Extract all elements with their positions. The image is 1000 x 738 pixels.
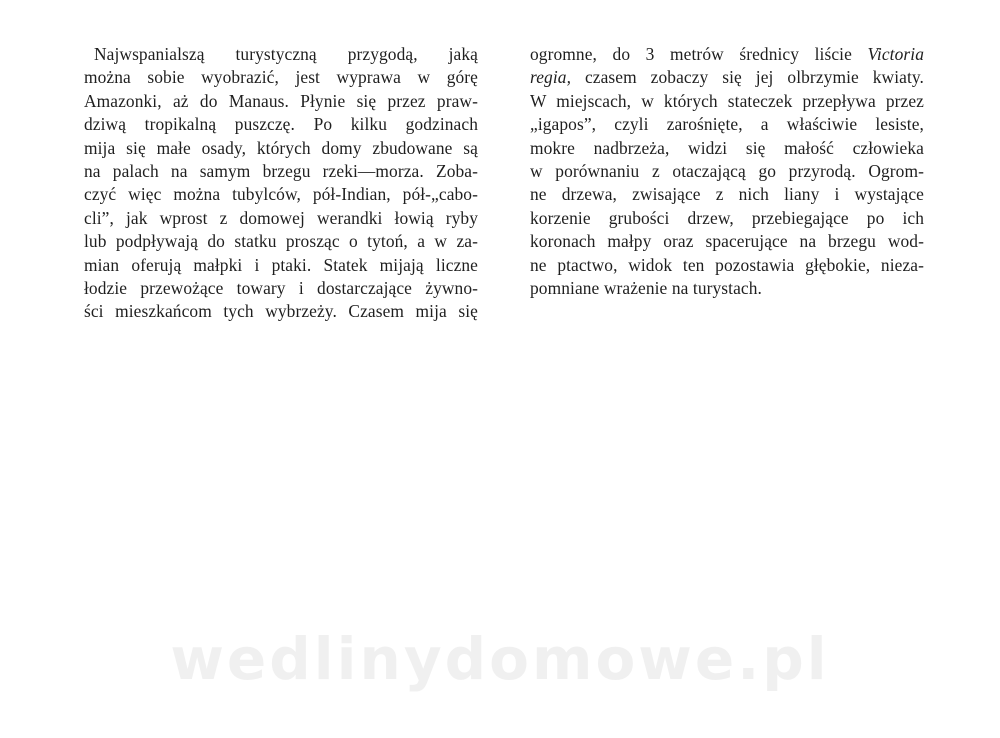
text-line <box>530 66 924 89</box>
text-line: mian oferują małpki i ptaki. Statek mijają liczne <box>84 254 478 275</box>
text-line: na palach na samym brzegu rzeki—morza. Zoba- <box>84 160 478 181</box>
species-name-italic: regia, <box>530 67 572 88</box>
text-line <box>530 43 924 66</box>
text-line: mokre nadbrzeża, widzi się małość człowieka <box>530 137 924 158</box>
text-line: ści mieszkańcom tych wybrzeży. Czasem mija się <box>84 301 478 322</box>
species-name-italic: Victoria <box>867 44 925 64</box>
text-line: ne ptactwo, widok ten pozostawia głębokie, nieza- <box>530 254 924 275</box>
watermark: wedlinydomowe.pl <box>170 625 830 693</box>
text-line: łodzie przewożące towary i dostarczające żywno- <box>84 277 478 298</box>
text-line: w porównaniu z otaczającą go przyrodą. Ogrom- <box>530 160 924 181</box>
text-line: można sobie wyobrazić, jest wyprawa w górę <box>84 67 478 88</box>
text-line: ne drzewa, zwisające z nich liany i wystające <box>530 184 924 205</box>
text-line: lub podpływają do statku prosząc o tytoń, a w za- <box>84 231 478 252</box>
text-column-left <box>84 43 478 324</box>
text-fragment: ogromne, do 3 metrów średnicy liście <box>530 44 852 64</box>
text-line: Najwspanialszą turystyczną przygodą, jaką <box>94 44 478 64</box>
text-column-right <box>530 43 924 300</box>
text-line: mija się małe osady, których domy zbudowane są <box>84 137 478 158</box>
text-line: pomniane wrażenie na turystach. <box>530 277 762 298</box>
text-line: koronach małpy oraz spacerujące na brzegu wod- <box>530 231 924 252</box>
text-line: W miejscach, w których stateczek przepływa przez <box>530 90 924 111</box>
text-line: korzenie grubości drzew, przebiegające po ich <box>530 207 924 228</box>
text-line: dziwą tropikalną puszczę. Po kilku godzinach <box>84 114 478 135</box>
text-line: cli”, jak wprost z domowej werandki łowią ryby <box>84 207 478 228</box>
text-fragment: czasem zobaczy się jej olbrzymie kwiaty. <box>584 67 924 88</box>
text-line: czyć więc można tubylców, pół-Indian, pół-„cabo- <box>84 184 478 205</box>
text-line: Amazonki, aż do Manaus. Płynie się przez praw- <box>84 90 478 111</box>
text-line: „igapos”, czyli zarośnięte, a właściwie lesiste, <box>530 114 924 135</box>
